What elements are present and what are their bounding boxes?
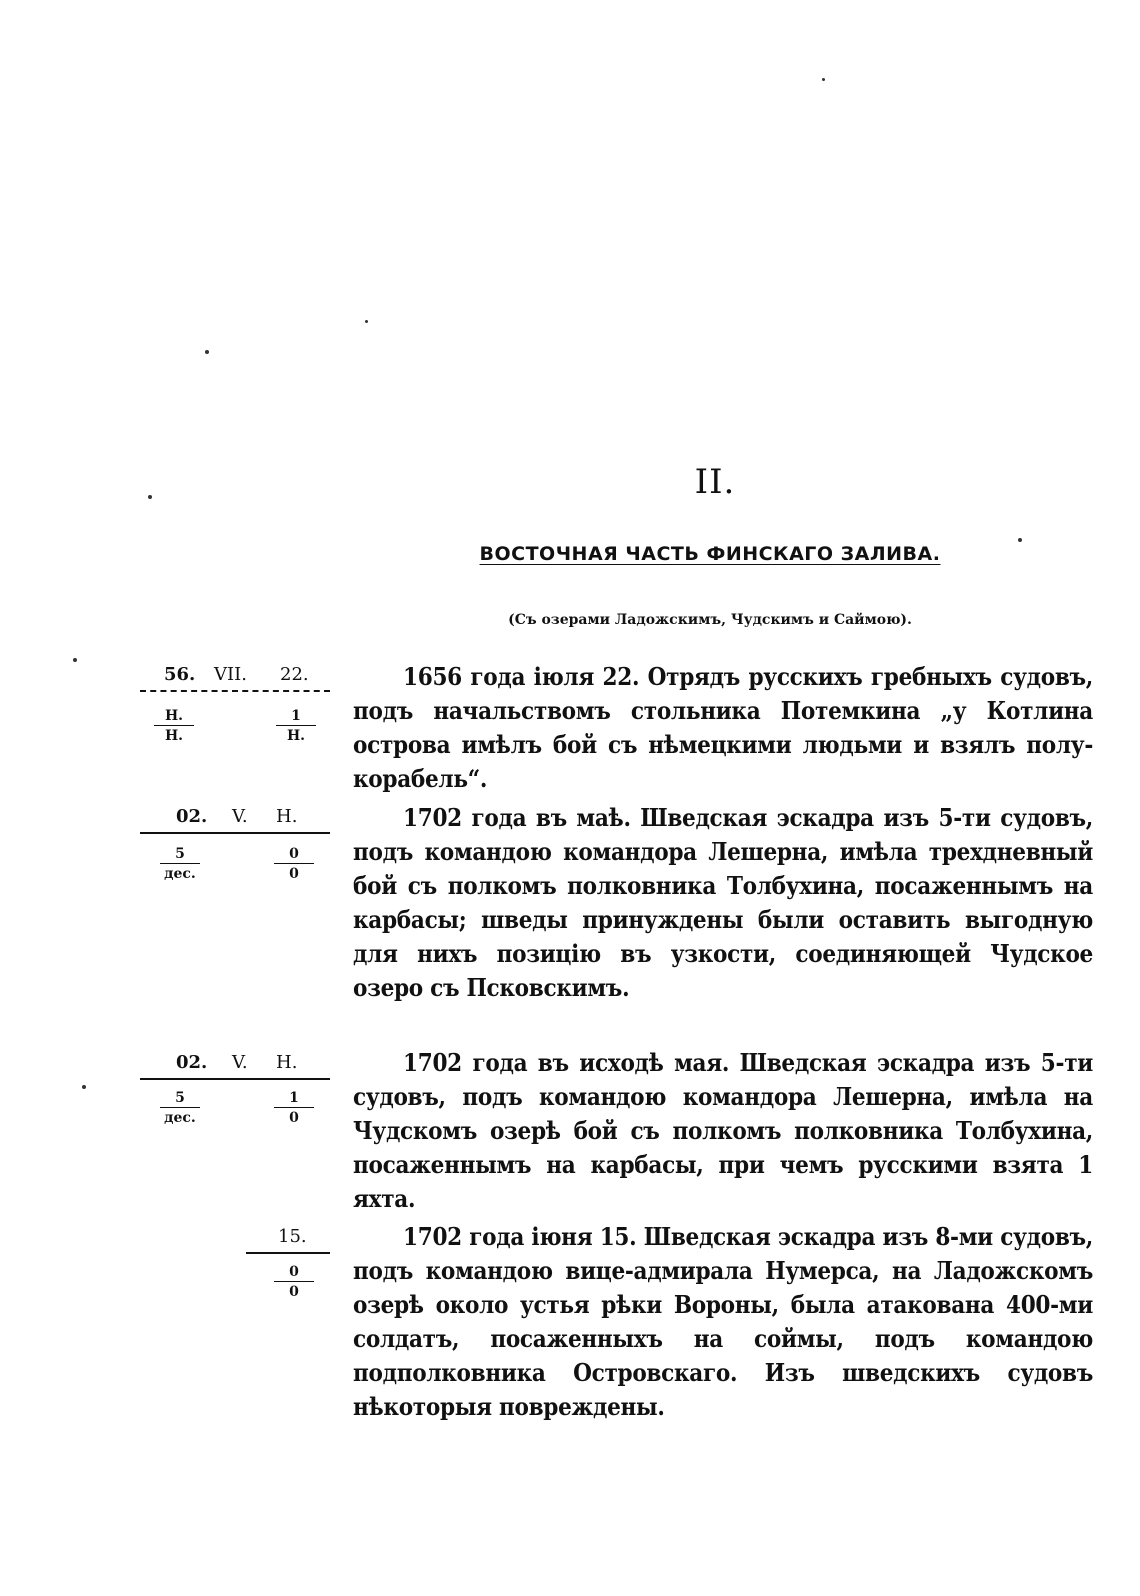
margin-note-2 — [140, 806, 340, 916]
margin-rule — [140, 690, 330, 692]
margin-month: V. — [232, 1052, 248, 1073]
margin-fraction-right: $\frac{1}{0}$ — [274, 1090, 314, 1126]
margin-note-1 — [140, 664, 340, 774]
margin-year: 02. — [176, 1052, 208, 1073]
margin-fraction-left: 5 дес. — [160, 1090, 200, 1126]
scan-speck — [822, 78, 825, 81]
margin-year: 02. — [176, 806, 208, 827]
margin-month: V. — [232, 806, 248, 827]
entry-text-4: 1702 года іюня 15. Шведская эскадра изъ 8-ми судовъ, подъ командою вице-адмирала Нумерса, на Ладожскомъ озерѣ около устья рѣки Вороны, была атакована 400-ми солдатъ, посаженныхъ на соймы, подъ командою подполковника Островскаго. Изъ шведскихъ судовъ нѣкоторыя повреждены. — [353, 1222, 1093, 1421]
margin-rule — [140, 1078, 330, 1080]
margin-year: 56. — [164, 664, 196, 685]
margin-fraction-right: $\frac{0}{0}$ — [274, 1264, 314, 1300]
section-subtitle: (Съ озерами Ладожскимъ, Чудскимъ и Саймою). — [508, 612, 912, 628]
entry-text-1: 1656 года іюля 22. Отрядъ русскихъ гребныхъ судовъ, подъ начальствомъ стольника Потемкина „у Котлина острова имѣлъ бой съ нѣмецкими людьми и взялъ полу-корабель“. — [353, 662, 1093, 793]
section-title: ВОСТОЧНАЯ ЧАСТЬ ФИНСКАГО ЗАЛИВА. — [479, 543, 941, 565]
margin-note-3 — [140, 1052, 340, 1162]
margin-note-4 — [140, 1226, 340, 1336]
scan-speck — [82, 1085, 86, 1089]
margin-day: 22. — [280, 664, 309, 685]
margin-fraction-left: 5 дес. — [160, 846, 200, 882]
margin-fraction-right: 1 Н. — [276, 708, 316, 744]
scan-speck — [365, 320, 368, 323]
scan-speck — [205, 350, 209, 354]
entry-text-3: 1702 года въ исходѣ мая. Шведская эскадра изъ 5-ти судовъ, подъ командою командора Лешерна, имѣла на Чудскомъ озерѣ бой съ полкомъ полковника Толбухина, посаженнымъ на карбасы, при чемъ русскими взята 1 яхта. — [353, 1048, 1093, 1213]
scan-speck — [1018, 538, 1022, 542]
margin-day: 15. — [278, 1226, 307, 1247]
margin-month: VII. — [214, 664, 247, 685]
entry-text-2: 1702 года въ маѣ. Шведская эскадра изъ 5-ти судовъ, подъ командою командора Лешерна, имѣла трехдневный бой съ полкомъ полковника Толбухина, посаженнымъ на карбасы; шведы принуждены были оставить выгодную для нихъ позицію въ узкости, соединяющей Чудское озеро съ Псковскимъ. — [353, 803, 1093, 1002]
margin-fraction-left: Н. Н. — [154, 708, 194, 744]
scan-speck — [73, 658, 77, 662]
chapter-numeral: II. — [694, 462, 736, 502]
margin-rule — [140, 832, 330, 834]
margin-day: Н. — [276, 806, 298, 827]
margin-fraction-right: $\frac{0}{0}$ — [274, 846, 314, 882]
margin-rule — [246, 1252, 330, 1254]
margin-day: Н. — [276, 1052, 298, 1073]
scan-speck — [148, 495, 152, 499]
